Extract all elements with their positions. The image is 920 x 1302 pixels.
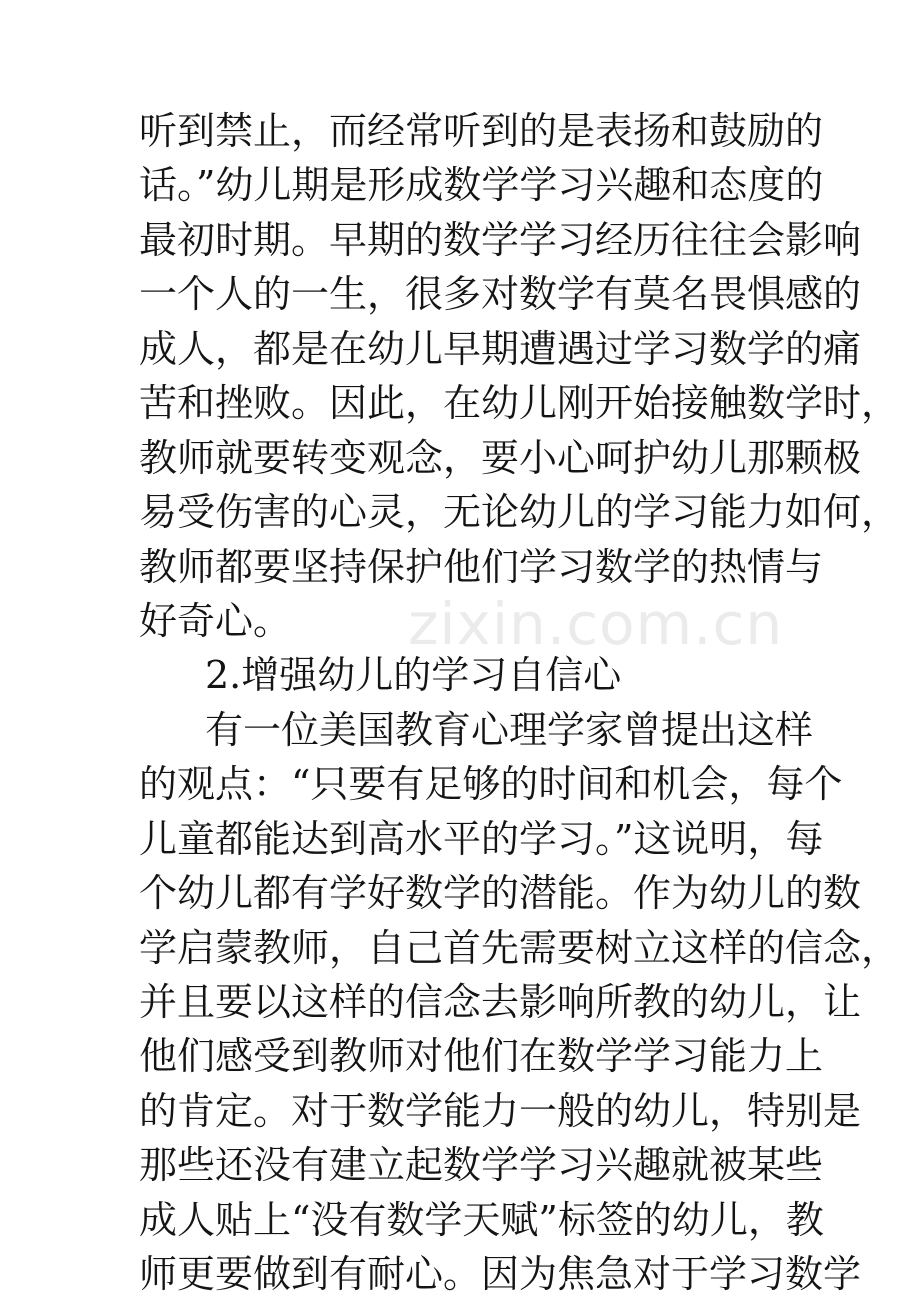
text-line: 成人，都是在幼儿早期遭遇过学习数学的痛 — [139, 326, 862, 371]
text-line: 那些还没有建立起数学学习兴趣就被某些 — [139, 1143, 824, 1188]
paragraph-first-line: 有一位美国教育心理学家曾提出这样 — [205, 707, 814, 752]
text-line: 的肯定。对于数学能力一般的幼儿，特别是 — [139, 1088, 862, 1133]
text-line: 个幼儿都有学好数学的潜能。作为幼儿的数 — [139, 871, 862, 916]
text-line: 话。”幼儿期是形成数学学习兴趣和态度的 — [139, 163, 824, 208]
text-line: 最初时期。早期的数学学习经历往往会影响 — [139, 217, 862, 262]
watermark: zixin.com.cn — [408, 590, 784, 658]
text-line: 一个人的一生，很多对数学有莫名畏惧感的 — [139, 272, 862, 317]
text-line: 成人贴上“没有数学天赋”标签的幼儿，教 — [139, 1197, 824, 1242]
text-line: 教师都要坚持保护他们学习数学的热情与 — [139, 544, 824, 589]
body-text — [139, 104, 900, 1302]
section-heading: 2.增强幼儿的学习自信心 — [205, 653, 622, 698]
text-line: 师更要做到有耐心。因为焦急对于学习数学 — [139, 1252, 862, 1297]
text-line: 学启蒙教师，自己首先需要树立这样的信念， — [139, 925, 900, 970]
text-line: 的观点：“只要有足够的时间和机会，每个 — [139, 762, 843, 807]
text-line: 易受伤害的心灵，无论幼儿的学习能力如何， — [139, 490, 900, 535]
text-line: 听到禁止，而经常听到的是表扬和鼓励的 — [139, 109, 824, 153]
text-line: 苦和挫败。因此，在幼儿刚开始接触数学时， — [139, 381, 900, 426]
text-line: 并且要以这样的信念去影响所教的幼儿，让 — [139, 980, 862, 1024]
paragraph-end-line: 好奇心。 — [139, 598, 292, 643]
text-line: 教师就要转变观念，要小心呵护幼儿那颗极 — [139, 435, 862, 480]
text-line: 儿童都能达到高水平的学习。”这说明，每 — [139, 816, 824, 861]
text-line: 他们感受到教师对他们在数学学习能力上 — [139, 1034, 824, 1079]
